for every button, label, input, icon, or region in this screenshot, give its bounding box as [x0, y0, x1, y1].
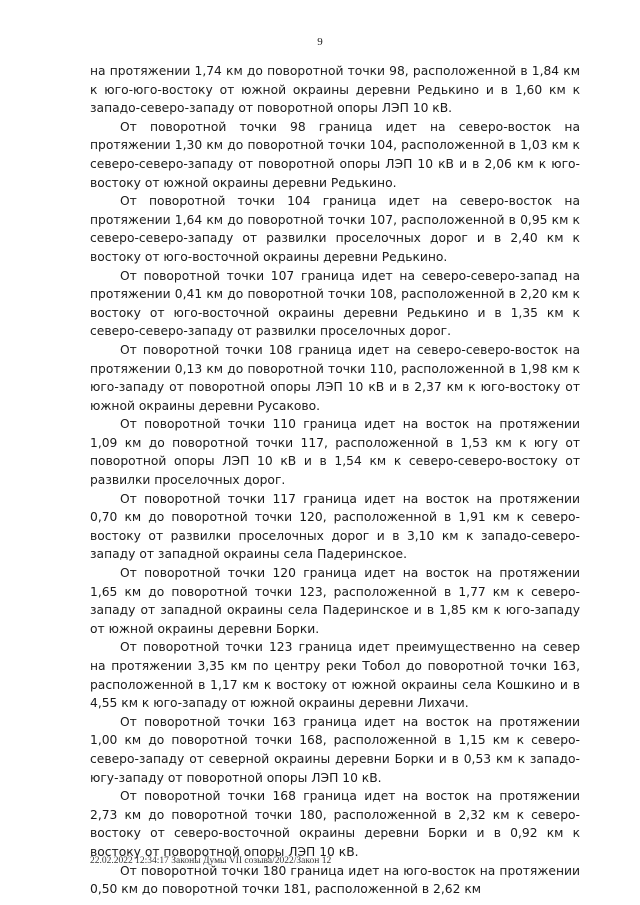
paragraph-point-163: От поворотной точки 163 граница идет на восток на протяжении 1,00 км до поворотной точки 168, расположенной в 1,15 км к северо-северо-западу от северной окраины деревни Борки и в 0,53 км к западо-югу-западу от поворотной опоры ЛЭП 10 кВ.: [90, 714, 580, 785]
paragraph-point-123: От поворотной точки 123 граница идет преимущественно на север на протяжении 3,35 км по центру реки Тобол до поворотной точки 163, расположенной в 1,17 км к востоку от южной окраины села Кошкино и в 4,55 км к юго-западу от южной окраины деревни Лихачи.: [90, 640, 580, 711]
paragraph-point-180: От поворотной точки 180 граница идет на юго-восток на протяжении 0,50 км до поворотной точки 181, расположенной в 2,62 км: [90, 863, 580, 897]
paragraph-continuation: на протяжении 1,74 км до поворотной точки 98, расположенной в 1,84 км к юго-юго-востоку от южной окраины деревни Редькино и в 1,60 км к западо-северо-западу от поворотной опоры ЛЭП 10 кВ.: [90, 64, 580, 116]
paragraph-point-108: От поворотной точки 108 граница идет на северо-северо-восток на протяжении 0,13 км до поворотной точки 110, расположенной в 1,98 км к юго-западу от поворотной опоры ЛЭП 10 кВ и в 2,37 км к юго-востоку от южной окраины деревни Русаково.: [90, 342, 580, 413]
paragraph-point-168: От поворотной точки 168 граница идет на восток на протяжении 2,73 км до поворотной точки 180, расположенной в 2,32 км к северо-востоку от северо-восточной окраины деревни Борки и в 0,92 км к востоку от поворотной опоры ЛЭП 10 кВ.: [90, 789, 580, 859]
paragraph-point-98: От поворотной точки 98 граница идет на северо-восток на протяжении 1,30 км до поворотной точки 104, расположенной в 1,03 км к северо-северо-западу от поворотной опоры ЛЭП 10 кВ и в 2,06 км к юго-востоку от южной окраины деревни Редькино.: [90, 119, 580, 190]
paragraph-point-104: От поворотной точки 104 граница идет на северо-восток на протяжении 1,64 км до поворотной точки 107, расположенной в 0,95 км к северо-северо-западу от развилки проселочных дорог и в 2,40 км к востоку от юго-восточной окраины деревни Редькино.: [90, 194, 580, 264]
paragraph-point-117: От поворотной точки 117 граница идет на восток на протяжении 0,70 км до поворотной точки 120, расположенной в 1,91 км к северо-востоку от развилки проселочных дорог и в 3,10 км к западо-северо-западу от западной окраины села Падеринское.: [90, 491, 580, 562]
document-body: [90, 62, 580, 899]
paragraph-point-107: От поворотной точки 107 граница идет на северо-северо-запад на протяжении 0,41 км до поворотной точки 108, расположенной в 2,20 км к востоку от юго-восточной окраины деревни Редькино и в 1,35 км к северо-северо-западу от развилки проселочных дорог.: [90, 268, 580, 339]
paragraph-point-110: От поворотной точки 110 граница идет на восток на протяжении 1,09 км до поворотной точки 117, расположенной в 1,53 км к югу от поворотной опоры ЛЭП 10 кВ и в 1,54 км к северо-северо-востоку от развилки проселочных дорог.: [90, 417, 580, 488]
paragraph-point-120: От поворотной точки 120 граница идет на восток на протяжении 1,65 км до поворотной точки 123, расположенной в 1,77 км к северо-западу от западной окраины села Падеринское и в 1,85 км к юго-западу от южной окраины деревни Борки.: [90, 566, 580, 636]
page-number: 9: [317, 36, 323, 48]
document-footer: 22.02.2022 12:34:17 Законы Думы VII созыва/2022/Закон 12: [90, 856, 332, 866]
